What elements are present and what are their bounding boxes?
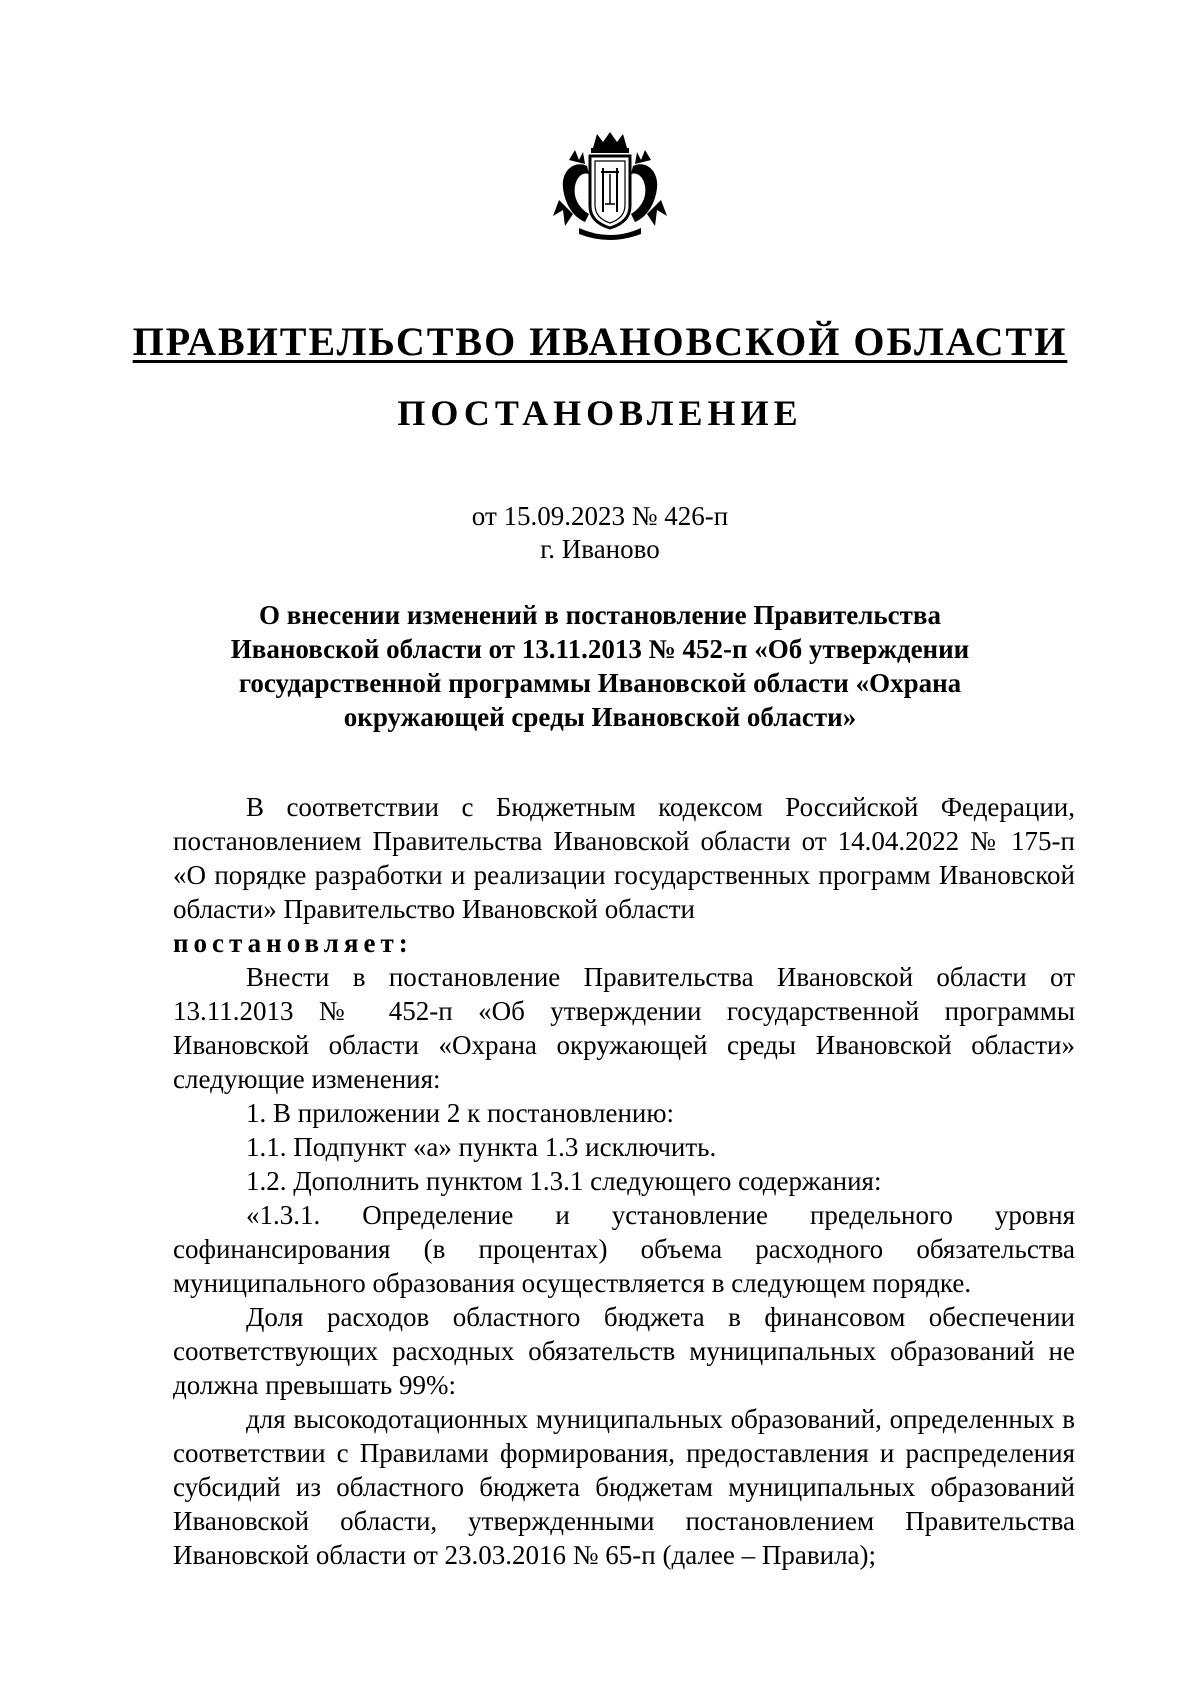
- body-paragraph: Внести в постановление Правительства Ивановской области от 13.11.2013 № 452-п «Об утверждении государственной программы Ивановской области «Охрана окружающей среды Ивановской области» следующие изменения:: [173, 962, 1075, 1094]
- subject-line: государственной программы Ивановской области «Охрана: [238, 668, 962, 698]
- body-paragraph: 1.1. Подпункт «а» пункта 1.3 исключить.: [246, 1132, 717, 1162]
- organization-title: ПРАВИТЕЛЬСТВО ИВАНОВСКОЙ ОБЛАСТИ: [132, 319, 1068, 364]
- subject-line: О внесении изменений в постановление Правительства: [259, 600, 941, 630]
- body-paragraph: «1.3.1. Определение и установление предельного уровня софинансирования (в процентах) объема расходного обязательства муниципального образования осуществляется в следующем порядке.: [173, 1200, 1075, 1298]
- subject-line: Ивановской области от 13.11.2013 № 452-п «Об утверждении: [230, 634, 970, 664]
- document-city: г. Иваново: [540, 534, 660, 564]
- body-paragraph: В соответствии с Бюджетным кодексом Российской Федерации, постановлением Правительства Ивановской области от 14.04.2022 № 175-п «О порядке разработки и реализации государственных программ Ивановской области» Правительство Ивановской области: [173, 792, 1075, 924]
- document-type: ПОСТАНОВЛЕНИЕ: [397, 393, 803, 433]
- body-paragraph: для высокодотационных муниципальных образований, определенных в соответствии с Правилами формирования, предоставления и распределения субсидий из областного бюджета бюджетам муниципальных образований Ивановской области, утвержденными постановлением Правительства Ивановской области от 23.03.2016 № 65-п (далее – Правила);: [173, 1404, 1075, 1570]
- document-date-number: от 15.09.2023 № 426-п: [471, 501, 729, 531]
- body-paragraph: 1.2. Дополнить пунктом 1.3.1 следующего содержания:: [246, 1166, 882, 1196]
- resolves-label: постановляет:: [173, 928, 413, 958]
- resolution-word: [173, 926, 1075, 960]
- coat-of-arms-icon: [545, 130, 675, 245]
- body-paragraph: 1. В приложении 2 к постановлению:: [246, 1098, 675, 1128]
- body-paragraph: Доля расходов областного бюджета в финансовом обеспечении соответствующих расходных обязательств муниципальных образований не должна превышать 99%:: [173, 1302, 1075, 1400]
- subject-line: окружающей среды Ивановской области»: [343, 702, 857, 732]
- document-body: [173, 790, 1075, 1572]
- document-subject: [0, 598, 1200, 734]
